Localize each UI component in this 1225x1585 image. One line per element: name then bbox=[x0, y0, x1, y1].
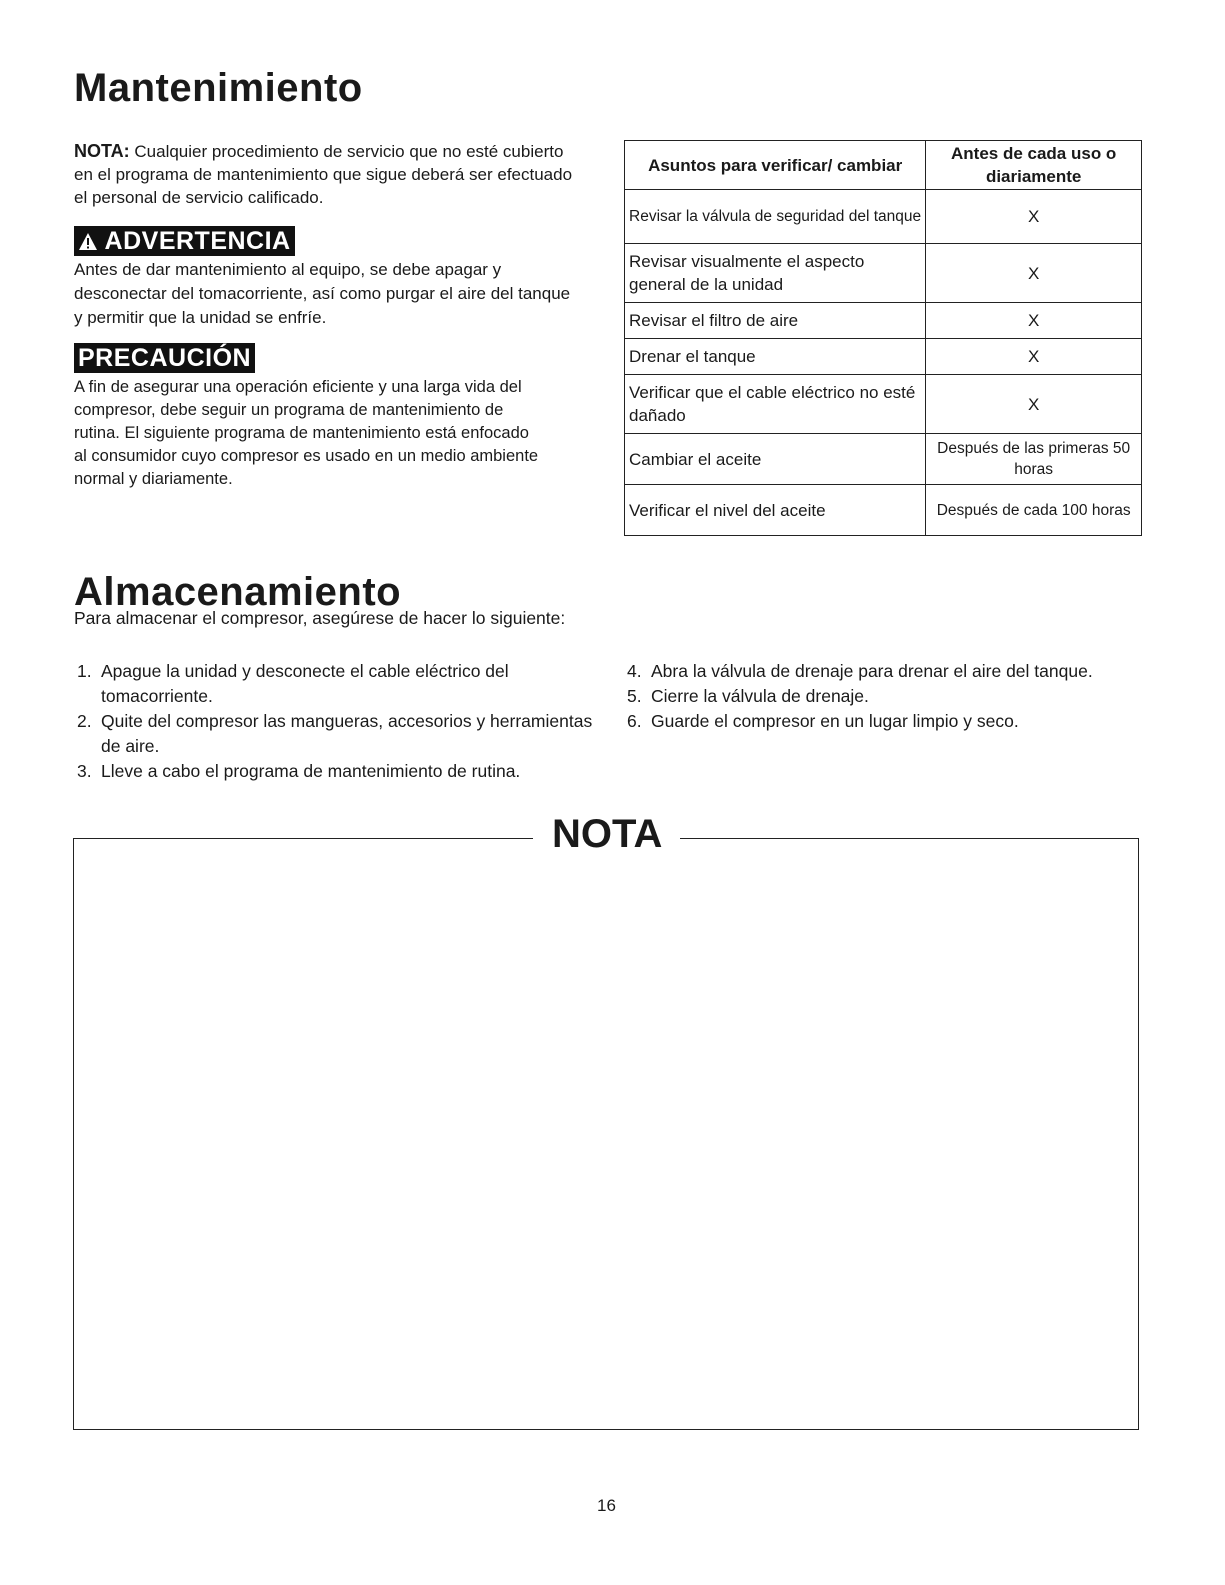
table-cell-item: Revisar la válvula de seguridad del tanque bbox=[625, 190, 926, 244]
step-number: 3. bbox=[77, 761, 92, 781]
step-text: Apague la unidad y desconecte el cable eléctrico del tomacorriente. bbox=[101, 661, 509, 706]
maintenance-schedule-table bbox=[624, 140, 1142, 536]
precaucion-text: A fin de asegurar una operación eficiente y una larga vida del compresor, debe seguir un programa de mantenimiento de rutina. El siguiente programa de mantenimiento está enfocado al consumidor cuyo compresor es usado en un medio ambiente normal y diariamente. bbox=[74, 378, 539, 488]
step-text: Quite del compresor las mangueras, accesorios y herramientas de aire. bbox=[101, 711, 593, 756]
table-header-row bbox=[625, 141, 1142, 190]
step-text: Lleve a cabo el programa de mantenimiento de rutina. bbox=[101, 761, 521, 781]
advertencia-label: ADVERTENCIA bbox=[104, 227, 291, 255]
table-row bbox=[625, 339, 1142, 375]
table-cell-frequency: Después de las primeras 50 horas bbox=[926, 434, 1142, 485]
step-number: 1. bbox=[77, 661, 92, 681]
list-item bbox=[74, 659, 594, 709]
storage-steps-left bbox=[74, 659, 594, 784]
table-cell-frequency: X bbox=[926, 375, 1142, 434]
step-text: Guarde el compresor en un lugar limpio y seco. bbox=[651, 711, 1019, 731]
nota-label: NOTA: bbox=[74, 141, 130, 161]
page-number: 16 bbox=[597, 1496, 616, 1515]
step-number: 4. bbox=[627, 661, 642, 681]
nota-box-title: NOTA bbox=[552, 812, 663, 856]
table-cell-frequency: X bbox=[926, 303, 1142, 339]
table-row bbox=[625, 303, 1142, 339]
advertencia-text: Antes de dar mantenimiento al equipo, se debe apagar y desconectar del tomacorriente, así como purgar el aire del tanque y permitir que la unidad se enfríe. bbox=[74, 260, 571, 327]
list-item bbox=[74, 709, 594, 759]
section-title-almacenamiento: Almacenamiento bbox=[74, 570, 402, 614]
precaucion-banner bbox=[74, 343, 255, 373]
section-title-mantenimiento: Mantenimiento bbox=[74, 66, 363, 110]
table-row bbox=[625, 485, 1142, 536]
advertencia-banner bbox=[74, 226, 295, 256]
table-cell-frequency: X bbox=[926, 190, 1142, 244]
step-text: Abra la válvula de drenaje para drenar el aire del tanque. bbox=[651, 661, 1093, 681]
step-number: 5. bbox=[627, 686, 642, 706]
table-row bbox=[625, 190, 1142, 244]
precaucion-label: PRECAUCIÓN bbox=[74, 343, 255, 373]
step-text: Cierre la válvula de drenaje. bbox=[651, 686, 869, 706]
table-cell-item: Drenar el tanque bbox=[625, 339, 926, 375]
nota-text: Cualquier procedimiento de servicio que no esté cubierto en el programa de mantenimiento que sigue deberá ser efectuado el personal de servicio calificado. bbox=[74, 142, 573, 207]
list-item bbox=[624, 659, 1124, 684]
table-header-frequency: Antes de cada uso o diariamente bbox=[926, 141, 1142, 190]
table-row bbox=[625, 375, 1142, 434]
table-cell-item: Revisar el filtro de aire bbox=[625, 303, 926, 339]
table-cell-frequency: X bbox=[926, 244, 1142, 303]
table-cell-frequency: X bbox=[926, 339, 1142, 375]
table-cell-item: Verificar el nivel del aceite bbox=[625, 485, 926, 536]
list-item bbox=[74, 759, 594, 784]
storage-steps-right bbox=[624, 659, 1124, 734]
table-cell-item: Cambiar el aceite bbox=[625, 434, 926, 485]
table-cell-frequency: Después de cada 100 horas bbox=[926, 485, 1142, 536]
table-row bbox=[625, 244, 1142, 303]
notes-box bbox=[73, 838, 1139, 1430]
warning-triangle-icon bbox=[78, 227, 105, 255]
step-number: 2. bbox=[77, 711, 92, 731]
nota-paragraph bbox=[74, 140, 574, 209]
table-cell-item: Revisar visualmente el aspecto general de la unidad bbox=[625, 244, 926, 303]
list-item bbox=[624, 684, 1124, 709]
table-cell-item: Verificar que el cable eléctrico no esté dañado bbox=[625, 375, 926, 434]
step-number: 6. bbox=[627, 711, 642, 731]
table-header-item: Asuntos para verificar/ cambiar bbox=[625, 141, 926, 190]
list-item bbox=[624, 709, 1124, 734]
almacenamiento-intro: Para almacenar el compresor, asegúrese de hacer lo siguiente: bbox=[74, 608, 566, 628]
table-row bbox=[625, 434, 1142, 485]
